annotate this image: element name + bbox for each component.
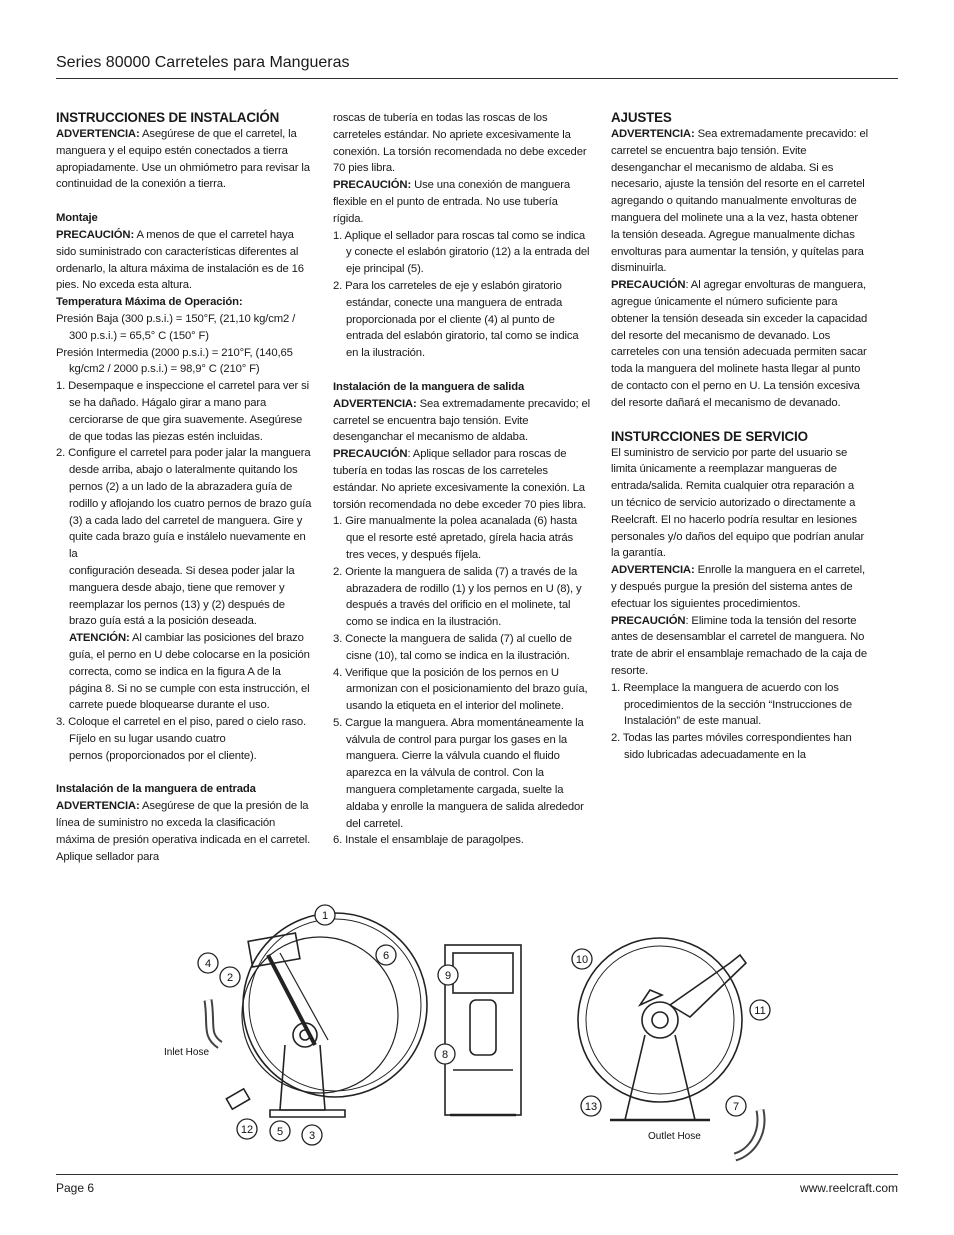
callout-9 [438, 965, 458, 985]
warning-label: ADVERTENCIA: [333, 397, 417, 410]
svg-text:5: 5 [276, 1126, 284, 1138]
step-3-cont: pernos (proporcionados por el cliente). [69, 749, 257, 762]
svg-text:1: 1 [321, 910, 329, 922]
outlet-step-5: 5. Cargue la manguera. Abra momentáneamente la válvula de control para purgar los gases en la manguera. Cierre la válvula cuando el fluido aparezca en la válvula de control. Con la manguera completamente cargada, suelte la aldaba y enrolle la manguera de salida alrededor del carretel. [333, 716, 584, 830]
callout-8 [435, 1044, 455, 1064]
attention-text: Al cambiar las posiciones del brazo guía, el perno en U debe colocarse en la posición correcta, como se indica en la figura A de la página 8. Si no se cumple con esta instrucción, el carrete puede bloquearse durante el uso. [69, 632, 310, 712]
callout-5 [270, 1121, 290, 1141]
svg-text:7: 7 [732, 1101, 740, 1113]
svg-text:12: 12 [240, 1124, 254, 1136]
caution-text: : Al agregar envolturas de manguera, agregue únicamente el número suficiente para obtener la tensión deseada sin exceder la capacidad del resorte del mecanismo de devanado. Los carreteles con una tensión adecuada permiten sacar toda la manguera del molinete hasta llegar al punto de contacto con el perno en U. La tensión excesiva del resorte dañará el mecanismo de devanado. [611, 279, 868, 409]
callout-1 [315, 905, 335, 925]
svg-text:3: 3 [308, 1130, 316, 1142]
callout-4 [198, 953, 218, 973]
callout-3 [302, 1125, 322, 1145]
reel-flange-left [243, 913, 427, 1097]
inlet-step-2: 2. Para los carreteles de eje y eslabón giratorio estándar, conecte una manguera de entrada proporcionada por el cliente (4) al punto de entrada del eslabón giratorio, tal como se indica en la ilustración. [333, 279, 579, 360]
inlet-hose-label: Inlet Hose [164, 1047, 210, 1058]
inlet-step-1: 1. Aplique el sellador para roscas tal como se indica y conecte el eslabón giratorio (12) a la entrada del eje principal (5). [333, 229, 590, 276]
caution-label: PRECAUCIÓN [611, 279, 686, 292]
svg-text:2: 2 [226, 972, 234, 984]
warning-label: ADVERTENCIA: [611, 128, 695, 140]
paragraph [333, 396, 591, 446]
attention-note [56, 630, 314, 714]
paragraph [333, 446, 591, 513]
outlet-step-3: 3. Conecte la manguera de salida (7) al cuello de cisne (10), tal como se indica en la ilustración. [333, 632, 572, 662]
website-url: www.reelcraft.com [799, 1181, 898, 1195]
callout-11 [750, 1000, 770, 1020]
footer-rule [56, 1174, 898, 1175]
paragraph: roscas de tubería en todas las roscas de los carreteles estándar. No apriete excesivamente la conexión. La torsión recomendada no debe exceder 70 pies libra. [333, 112, 587, 175]
outlet-step-6: 6. Instale el ensamblaje de paragolpes. [333, 834, 524, 847]
reel-flange-right [575, 938, 742, 1102]
subheading-montaje: Montaje [56, 212, 98, 225]
outlet-step-2: 2. Oriente la manguera de salida (7) a través de la abrazadera de rodillo (1) y los pernos en U (8), y después a través del orificio en el molinete, tal como se indica en la ilustración. [333, 565, 582, 629]
svg-text:9: 9 [444, 970, 452, 982]
outlet-step-4: 4. Verifique que la posición de los pernos en U armonizan con el posicionamiento del brazo guía, usando la etiqueta en el interior del molinete. [333, 666, 588, 713]
outlet-step-1: 1. Gire manualmente la polea acanalada (6) hasta que el resorte esté apretado, gírela hacia atrás tres veces, y después fíjela. [333, 515, 577, 561]
caution-label: PRECAUCIÓN: [333, 179, 412, 192]
warning-label: ADVERTENCIA: [611, 564, 695, 577]
step-3: 3. Coloque el carretel en el piso, pared o cielo raso. Fíjelo en su lugar usando cuatro [56, 716, 306, 745]
step-1: 1. Desempaque e inspeccione el carretel para ver si se ha dañado. Hágalo girar a mano para cerciorarse de que gira suavemente. Asegúrese de que todas las piezas estén incluidas. [56, 380, 309, 443]
temp-line-intermediate: Presión Intermedia (2000 p.s.i.) = 210°F, (140,65 kg/cm2 / 2000 p.s.i.) = 98,9° C (210° F) [56, 346, 293, 376]
caution-text: A menos de que el carretel haya sido suministrado con características diferentes al ordenarlo, la altura máxima de instalación es de 16 pies. No exceda esta altura. [56, 228, 304, 292]
section-heading-adjustments: AJUSTES [611, 110, 672, 125]
column-1 [56, 110, 314, 865]
page-number: Page 6 [56, 1181, 95, 1195]
paragraph [611, 562, 869, 612]
callout-12 [237, 1119, 257, 1139]
temp-line-low: Presión Baja (300 p.s.i.) = 150°F, (21,10 kg/cm2 / 300 p.s.i.) = 65,5° C (150° F) [56, 312, 296, 342]
svg-text:13: 13 [584, 1101, 598, 1113]
svg-text:4: 4 [204, 958, 212, 970]
subheading-outlet: Instalación de la manguera de salida [333, 380, 525, 393]
svg-text:11: 11 [754, 1005, 766, 1017]
step-2: 2. Configure el carretel para poder jalar la manguera desde arriba, abajo o lateralmente quitando los pernos (2) a un lado de la abrazadera guía de rodillo y aflojando los cuatro pernos de brazo guía (3) a cada lado del carretel de manguera. Gire y quite cada brazo guía e instálelo nuevamente en la [56, 447, 312, 561]
section-heading-installation: INSTRUCCIONES DE INSTALACIÓN [56, 110, 280, 125]
roller-guide-frame [248, 933, 300, 967]
caution-label: PRECAUCIÓN [333, 448, 408, 461]
warning-label: ADVERTENCIA: [56, 800, 140, 813]
callout-13 [581, 1096, 601, 1116]
callout-6 [376, 945, 396, 965]
step-2-cont: configuración deseada. Si desea poder jalar la manguera desde abajo, tiene que remover y reemplazar los pernos (13) y (2) después de brazo guía está a la posición deseada. [69, 564, 295, 628]
paragraph [56, 798, 314, 865]
warning-text: Enrolle la manguera en el carretel, y después purgue la presión del sistema antes de efectuar los siguientes procedimientos. [611, 564, 865, 610]
caution-text: : Aplique sellador para roscas de tubería en todas las roscas de los carreteles estándar. No apriete excesivamente la conexión. La torsión recomendada no debe exceder 70 pies libra. [333, 448, 587, 511]
warning-text: Asegúrese de que la presión de la línea de suministro no exceda la clasificación máxima de presión operativa indicada en el carretel. Aplique sellador para [56, 800, 311, 863]
subheading-inlet: Instalación de la manguera de entrada [56, 783, 256, 796]
caution-text: Use una conexión de manguera flexible en el punto de entrada. No use tubería rígida. [333, 179, 571, 225]
warning-text: Sea extremadamente precavido; el carretel se encuentra bajo tensión. Evite desenganchar el mecanismo de aldaba. [333, 397, 590, 444]
warning-text: Asegúrese de que el carretel, la manguera y el equipo estén conectados a tierra apropiadamente. Use un ohmiómetro para revisar la continuidad de la conexión a tierra. [56, 128, 310, 191]
outlet-hose-label: Outlet Hose [648, 1131, 701, 1142]
header-rule [56, 78, 898, 79]
service-step-2: 2. Todas las partes móviles correspondientes han sido lubricadas adecuadamente en la [611, 732, 852, 761]
paragraph [333, 177, 591, 227]
svg-text:10: 10 [575, 954, 589, 966]
caution-label: PRECAUCIÓN: [56, 228, 135, 241]
caution-text: : Elimine toda la tensión del resorte antes de desensamblar el carretel de manguera. No trate de abrir el ensamblaje remachado de la caja de resorte. [611, 614, 867, 677]
callout-10 [572, 949, 592, 969]
page-header-title: Series 80000 Carreteles para Mangueras [56, 54, 350, 71]
section-heading-service: INSTURCCIONES DE SERVICIO [611, 428, 808, 444]
hose-reel-illustration [150, 895, 790, 1165]
warning-label: ADVERTENCIA: [56, 128, 140, 140]
paragraph [611, 613, 869, 680]
svg-text:6: 6 [382, 950, 390, 962]
paragraph [611, 126, 869, 277]
paragraph [611, 277, 869, 411]
paragraph: El suministro de servicio por parte del usuario se limita únicamente a reemplazar mangueras de entrada/salida. Remita cualquier otra reparación a un técnico de servicio autorizado o directamente a Reelcraft. El no hacerlo podría resultar en lesiones personales y/o daños del equipo que podrían anular la garantía. [611, 446, 865, 560]
callout-7 [726, 1096, 746, 1116]
subheading-temperature: Temperatura Máxima de Operación: [56, 296, 243, 309]
svg-text:8: 8 [441, 1049, 449, 1061]
callout-2 [220, 967, 240, 987]
column-3 [611, 110, 869, 764]
column-2 [333, 110, 591, 849]
caution-label: PRECAUCIÓN [611, 614, 686, 627]
attention-label: ATENCIÓN: [69, 632, 130, 645]
paragraph [56, 126, 314, 193]
paragraph [56, 227, 314, 294]
warning-text: Sea extremadamente precavido: el carretel se encuentra bajo tensión. Evite desenganchar el mecanismo de aldaba. Si es necesario, ajuste la tensión del resorte en el carretel agregando o quitando manualmente envolturas de manguera del molinete una a la vez, hasta obtener la tensión deseada. Agregue manualmente dichas envolturas para aumentar la tensión, y quítelas para disminuirla. [611, 128, 868, 275]
service-step-1: 1. Reemplace la manguera de acuerdo con los procedimientos de la sección “Instrucciones de Instalación” de este manual. [611, 681, 852, 728]
